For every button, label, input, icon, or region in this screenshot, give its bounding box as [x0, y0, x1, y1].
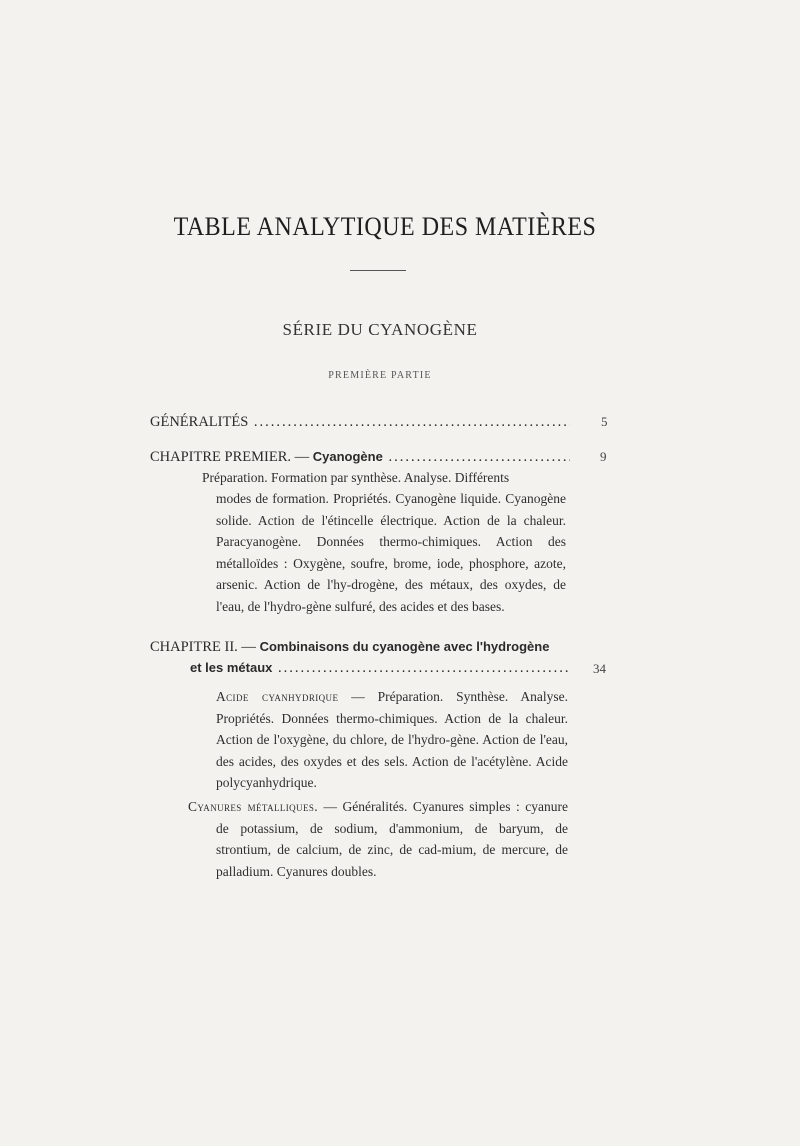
chapter-label: CHAPITRE PREMIER. — — [150, 449, 313, 465]
chapter-label: CHAPITRE II. — — [150, 639, 260, 655]
chapter-1-summary: modes de formation. Propriétés. Cyanogène liquide. Cyanogène solide. Action de l'étincelle électrique. Action de la chaleur. Paracyanogène. Données thermo-chimiques. Action des métalloïdes : Oxygène, soufre, brome, iode, phosphore, azote, arsenic. Action de l'hy-drogène, des métaux, des oxydes, de l'eau, de l'hydro-gène sulfuré, des acides et des bases. — [216, 491, 566, 614]
toc-page-number: 5 — [601, 414, 608, 429]
toc-entry-chapter-2 — [150, 638, 580, 656]
series-heading: SÉRIE DU CYANOGÈNE — [282, 320, 478, 339]
section-head: Cyanures métalliques. — [188, 799, 319, 814]
toc-entry-chapter-2-cont — [190, 659, 570, 677]
section-text: — Préparation. Synthèse. Analyse. Propriétés. Données thermo-chimiques. Action de la chaleur. Action de l'oxygène, du chlore, de l'hydro-gène. Action de l'eau, des acides, des oxydes et des sels. Action de l'acétylène. Acide polycyanhydrique. — [216, 689, 568, 790]
page-title: TABLE ANALYTIQUE DES MATIÈRES — [173, 212, 597, 242]
section-text: — Généralités. Cyanures simples : cyanure de potassium, de sodium, d'ammonium, de baryum, de strontium, de calcium, de zinc, de cad-mium, de mercure, de palladium. Cyanures doubles. — [216, 799, 568, 879]
toc-entry-chapter-1 — [150, 448, 570, 466]
toc-page-number: 9 — [600, 449, 607, 464]
toc-entry-label: GÉNÉRALITÉS ..... — [150, 413, 570, 431]
title-rule — [350, 270, 406, 271]
chapter-title-line-2: et les métaux — [190, 660, 273, 675]
chapter-1-first-line: Préparation. Formation par synthèse. Analyse. Différents — [202, 470, 510, 485]
chapter-title: Cyanogène — [312, 449, 383, 464]
cyanures-metalliques-section — [188, 796, 568, 882]
part-heading: PREMIÈRE PARTIE — [328, 370, 432, 381]
chapter-title-line-1: Combinaisons du cyanogène avec l'hydrogène — [259, 639, 550, 654]
acide-cyanhydrique-section — [188, 686, 568, 794]
section-head: Acide cyanhydrique — [216, 689, 339, 704]
toc-page-number: 34 — [593, 661, 606, 676]
toc-entry-generalites — [150, 413, 570, 431]
